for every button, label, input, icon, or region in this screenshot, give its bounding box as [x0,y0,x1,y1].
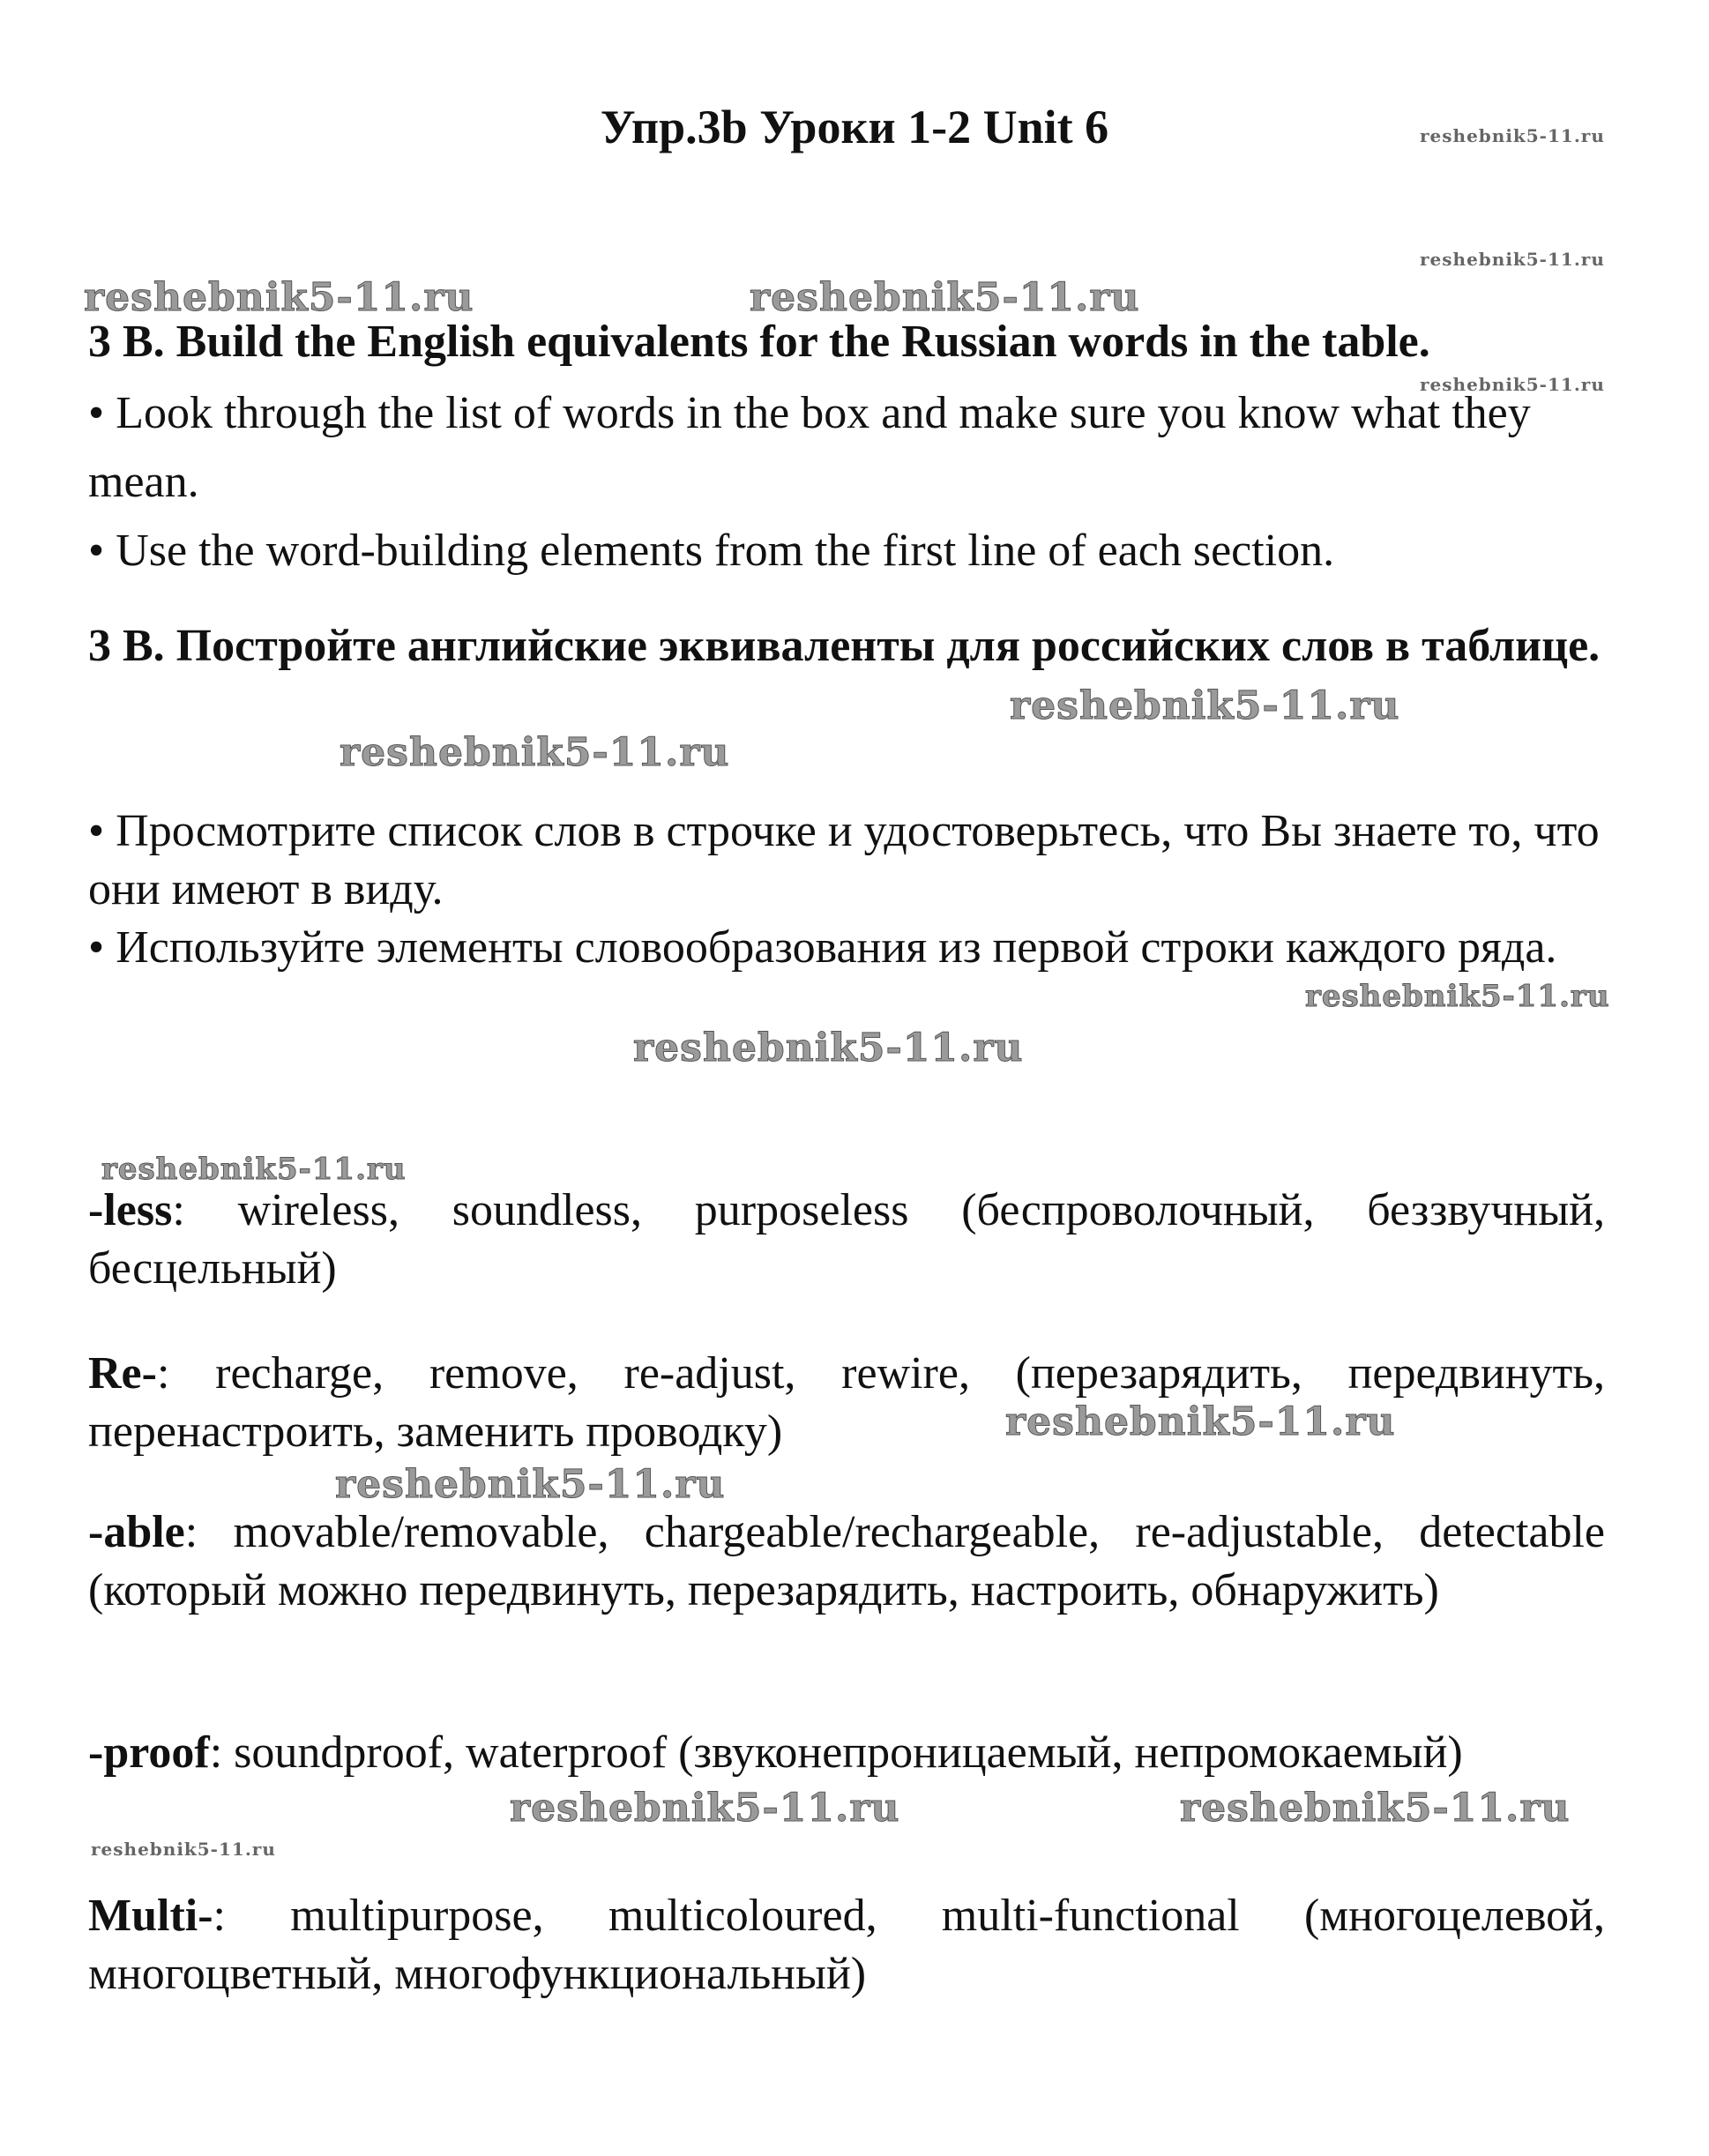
entry-text: : movable/removable, chargeable/rechargeable, re-adjustable, detectable (который можно передвинуть, перезарядить, настроить, обнаружить) [88,1507,1605,1615]
english-heading: 3 B. Build the English equivalents for the Russian words in the table. [88,317,1430,367]
watermark: reshebnik5-11.ru [335,1462,726,1507]
entry-key: Multi- [88,1891,213,1941]
watermark: reshebnik5-11.ru [1420,249,1605,270]
english-instructions [88,379,1605,586]
watermark: reshebnik5-11.ru [633,1026,1024,1071]
entry-proof [88,1724,1605,1782]
russian-bullet: • Просмотрите список слов в строчке и удостоверьтесь, что Вы знаете то, что они имеют в виду. [88,806,1600,914]
english-bullet: • Look through the list of words in the box and make sure you know what they mean. [88,388,1531,507]
english-bullet: • Use the word-building elements from the first line of each section. [88,526,1335,576]
watermark: reshebnik5-11.ru [1305,979,1610,1014]
entry-text: : soundproof, waterproof (звуконепроницаемый, непромокаемый) [209,1727,1463,1778]
entry-re [88,1345,1605,1461]
watermark: reshebnik5-11.ru [1010,683,1400,728]
entry-text: : recharge, remove, re-adjust, rewire, (перезарядить, передвинуть, перенастроить, заменить проводку) [88,1348,1605,1457]
watermark: reshebnik5-11.ru [84,275,474,320]
entry-key: -proof [88,1727,210,1778]
watermark: reshebnik5-11.ru [510,1786,900,1831]
watermark: reshebnik5-11.ru [91,1839,276,1860]
entry-key: -able [88,1507,185,1557]
russian-heading: 3 В. Постройте английские эквиваленты для российских слов в таблице. [88,621,1601,671]
entry-multi [88,1887,1605,2003]
entry-key: Re- [88,1348,157,1399]
russian-instructions [88,802,1605,977]
watermark: reshebnik5-11.ru [1420,374,1605,395]
watermark: reshebnik5-11.ru [1180,1786,1571,1831]
watermark: reshebnik5-11.ru [101,1152,407,1187]
entry-text: : multipurpose, multicoloured, multi-functional (многоцелевой, многоцветный, многофункциональный) [88,1891,1605,1999]
entry-able [88,1503,1605,1620]
russian-bullet: • Используйте элементы словообразования из первой строки каждого ряда. [88,922,1557,973]
watermark: reshebnik5-11.ru [750,275,1140,320]
entry-key: -less [88,1185,173,1235]
page-title: Упр.3b Уроки 1-2 Unit 6 [600,101,1109,153]
entry-text: : wireless, soundless, purposeless (беспроволочный, беззвучный, бесцельный) [88,1185,1605,1294]
watermark: reshebnik5-11.ru [340,730,730,775]
watermark: reshebnik5-11.ru [1005,1399,1396,1444]
entry-less [88,1182,1605,1298]
watermark: reshebnik5-11.ru [1420,125,1605,146]
